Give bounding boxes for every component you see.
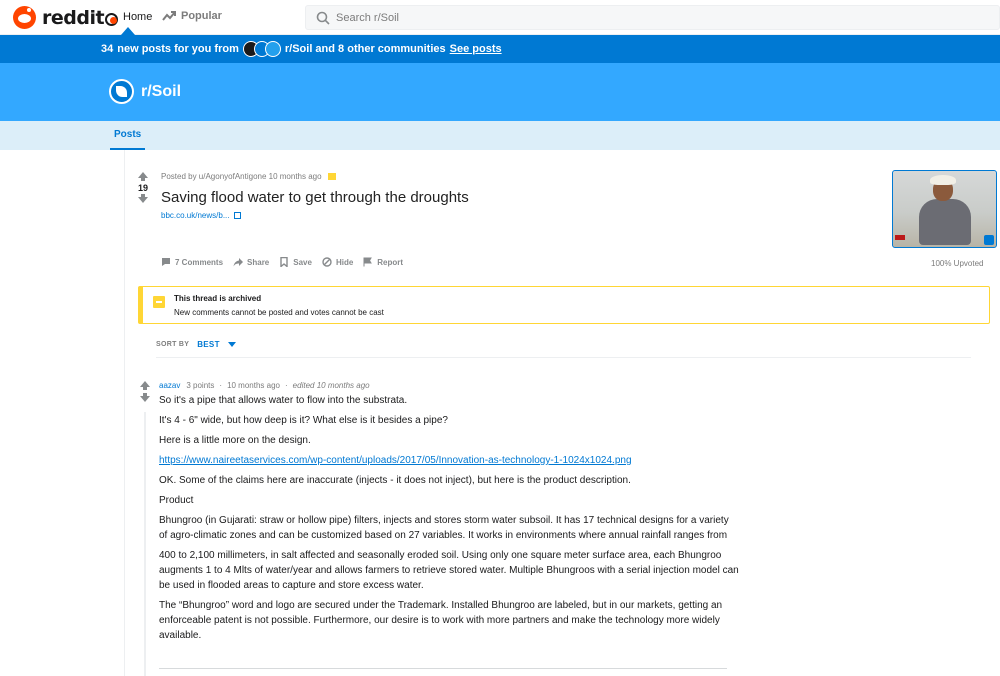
hide-icon bbox=[322, 257, 332, 267]
archive-icon bbox=[153, 296, 165, 308]
flag-icon bbox=[363, 257, 373, 267]
search-bar[interactable] bbox=[305, 5, 1000, 30]
comment-paragraph: 400 to 2,100 millimeters, in salt affected and seasonally eroded soil. Using only one square meter surface area, each Bhungroo augments 1 to 4 Mlts of water/year and allows farmers to retrieve stored water. Multiple Bhungroos with a serial injection model can be used in flooded areas to capture and store excess water. bbox=[159, 550, 739, 591]
new-posts-text: new posts for you from bbox=[117, 43, 239, 55]
post-author-meta: Posted by u/AgonyofAntigone 10 months ago bbox=[161, 172, 322, 181]
see-posts-link[interactable]: See posts bbox=[449, 43, 502, 55]
comment-paragraph: Bhungroo (in Gujarati: straw or hollow pipe) filters, injects and stores storm water subsoil. It has 17 technical designs for a variety of agro-climatic zones and can be customized based on 27 variables. It works in environments where annual rainfall ranges from bbox=[159, 515, 729, 541]
new-posts-count: 34 bbox=[101, 43, 114, 55]
share-button[interactable]: Share bbox=[233, 257, 269, 267]
post-actions bbox=[161, 257, 413, 267]
new-posts-banner bbox=[0, 35, 1000, 63]
reddit-logo[interactable] bbox=[13, 6, 104, 29]
upvote-ratio: 100% Upvoted bbox=[931, 259, 984, 268]
divider bbox=[159, 668, 727, 669]
trending-icon bbox=[162, 10, 177, 22]
top-nav bbox=[0, 0, 1000, 35]
comment-edited: edited 10 months ago bbox=[292, 381, 370, 390]
comment-time: 10 months ago bbox=[227, 381, 280, 390]
caret-down-icon bbox=[228, 342, 236, 347]
comment-vote bbox=[140, 381, 150, 402]
sort-dropdown[interactable] bbox=[197, 340, 236, 349]
nav-popular-label: Popular bbox=[181, 10, 222, 22]
comment-paragraph: So it's a pipe that allows water to flow into the substrata. bbox=[159, 395, 408, 406]
sort-label: SORT BY bbox=[156, 341, 190, 348]
archived-subtitle: New comments cannot be posted and votes cannot be cast bbox=[174, 308, 384, 317]
archive-box-icon bbox=[328, 173, 336, 180]
thumbnail-link-icon bbox=[984, 235, 994, 245]
tab-posts[interactable]: Posts bbox=[110, 121, 145, 150]
comment-paragraph: It's 4 - 6" wide, but how deep is it? What else is it besides a pipe? bbox=[159, 415, 448, 426]
post-link-text: bbc.co.uk/news/b... bbox=[161, 211, 230, 220]
comment-author[interactable]: aazav bbox=[159, 381, 181, 390]
hide-button[interactable]: Hide bbox=[322, 257, 353, 267]
new-posts-communities: r/Soil and 8 other communities bbox=[284, 43, 446, 55]
comment-paragraph: Product bbox=[159, 495, 194, 506]
comment-icon bbox=[161, 257, 171, 267]
search-icon bbox=[316, 11, 330, 25]
bookmark-icon bbox=[279, 257, 289, 267]
post-vote bbox=[135, 172, 151, 203]
nav-popular[interactable] bbox=[162, 10, 222, 22]
comment-upvote-icon[interactable] bbox=[140, 381, 150, 387]
downvote-arrow-icon[interactable] bbox=[138, 197, 148, 203]
save-button[interactable]: Save bbox=[279, 257, 312, 267]
archived-notice bbox=[138, 286, 990, 324]
subreddit-banner bbox=[0, 63, 1000, 121]
comment-link[interactable]: https://www.naireetaservices.com/wp-content/uploads/2017/05/Innovation-as-technology-1-1024x1024.png bbox=[159, 455, 632, 466]
upvote-arrow-icon[interactable] bbox=[138, 172, 148, 178]
comment-thread-line[interactable] bbox=[144, 412, 146, 676]
subreddit-icon bbox=[109, 79, 134, 104]
community-icons bbox=[243, 41, 281, 57]
subreddit-name: r/Soil bbox=[141, 83, 182, 100]
subreddit-tabs bbox=[0, 121, 1000, 150]
bbc-tag bbox=[895, 235, 905, 240]
home-indicator bbox=[121, 27, 135, 35]
post-meta bbox=[161, 172, 336, 181]
comment-points: 3 points bbox=[186, 381, 215, 390]
archived-title: This thread is archived bbox=[174, 294, 262, 303]
logo-text: reddit bbox=[42, 6, 105, 29]
divider bbox=[156, 357, 971, 358]
post-thumbnail[interactable] bbox=[892, 170, 997, 248]
comment-body bbox=[159, 393, 739, 648]
nav-home[interactable] bbox=[104, 10, 152, 24]
share-icon bbox=[233, 257, 243, 267]
comment-paragraph: The “Bhungroo” word and logo are secured under the Trademark. Installed Bhungroo are labeled, but in our markets, getting an enforceable patent is not possible. Furthermore, our desire is to work with more partners and make the technology more widely available. bbox=[159, 600, 723, 641]
post-title[interactable]: Saving flood water to get through the droughts bbox=[161, 189, 469, 206]
comment-paragraph: Here is a little more on the design. bbox=[159, 435, 311, 446]
sort-by bbox=[156, 340, 236, 349]
report-button[interactable]: Report bbox=[363, 257, 403, 267]
post-vote-count: 19 bbox=[137, 183, 148, 193]
search-input[interactable] bbox=[336, 12, 736, 24]
external-link-icon bbox=[234, 212, 241, 219]
home-icon bbox=[104, 10, 118, 24]
comment-downvote-icon[interactable] bbox=[140, 396, 150, 402]
sort-value: BEST bbox=[197, 340, 220, 349]
comment-paragraph: OK. Some of the claims here are inaccurate (injects - it does not inject), but here is the product description. bbox=[159, 475, 631, 486]
comments-button[interactable]: 7 Comments bbox=[161, 257, 223, 267]
comment-meta: aazav 3 points · 10 months ago · edited 10 months ago bbox=[159, 381, 370, 390]
reddit-alien-icon bbox=[13, 6, 36, 29]
nav-home-label: Home bbox=[123, 11, 153, 23]
post-external-link[interactable] bbox=[161, 211, 241, 220]
